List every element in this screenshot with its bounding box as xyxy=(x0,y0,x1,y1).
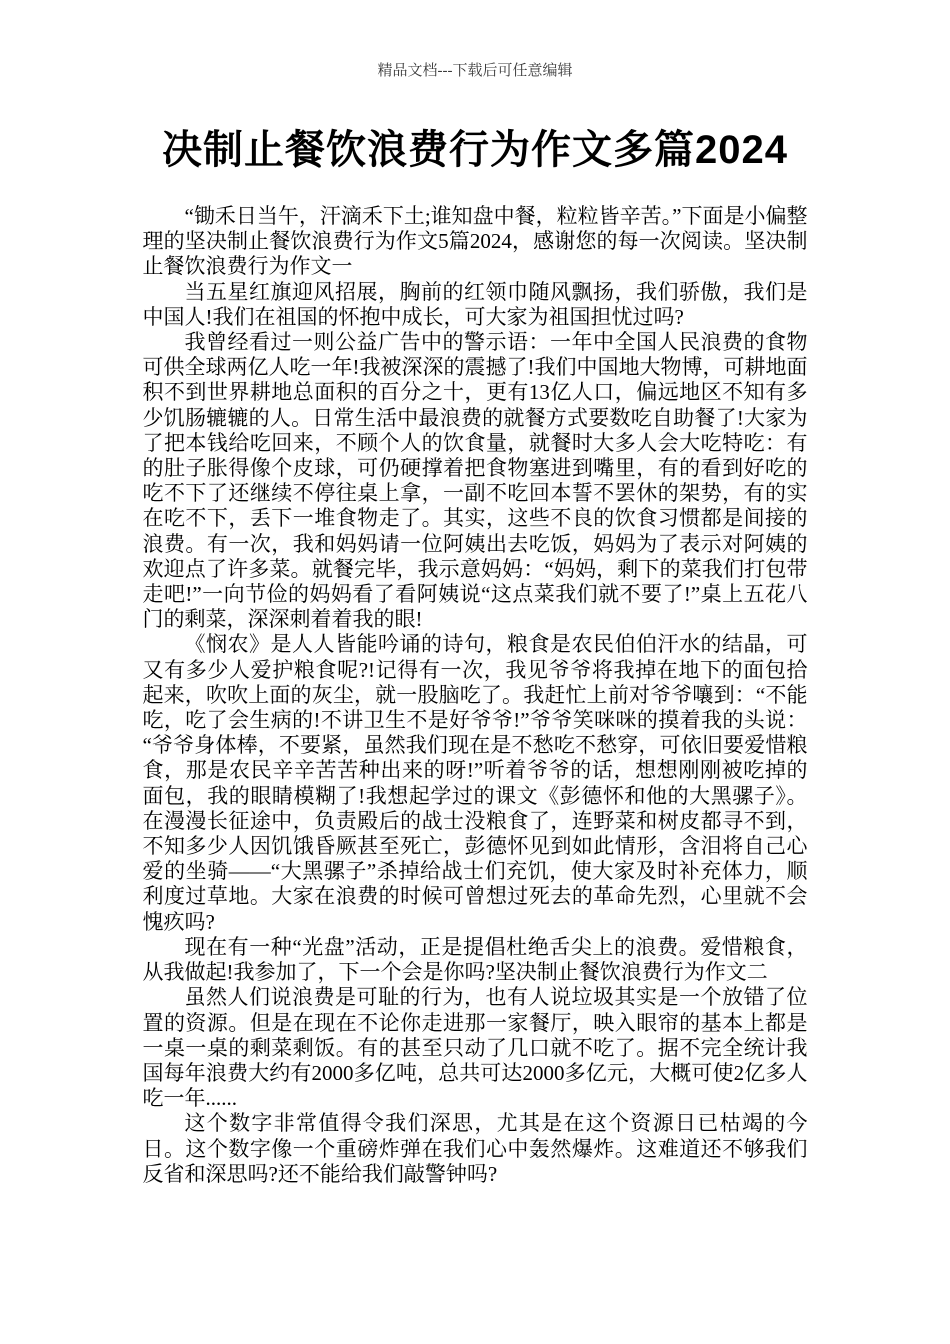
body-paragraph: 这个数字非常值得令我们深思，尤其是在这个资源日已枯竭的今日。这个数字像一个重磅炸弹在我们心中轰然爆炸。这难道还不够我们反省和深思吗?还不能给我们敲警钟吗? xyxy=(142,1111,808,1186)
body-paragraph: “锄禾日当午，汗滴禾下土;谁知盘中餐，粒粒皆辛苦。”下面是小偏整理的坚决制止餐饮浪费行为作文5篇2024，感谢您的每一次阅读。坚决制止餐饮浪费行为作文一 xyxy=(142,204,808,279)
body-paragraph: 虽然人们说浪费是可耻的行为，也有人说垃圾其实是一个放错了位置的资源。但是在现在不论你走进那一家餐厅，映入眼帘的基本上都是一桌一桌的剩菜剩饭。有的甚至只动了几口就不吃了。据不完全统计我国每年浪费大约有2000多亿吨，总共可达2000多亿元，大概可使2亿多人吃一年...... xyxy=(142,985,808,1111)
body-paragraph: 《悯农》是人人皆能吟诵的诗句，粮食是农民伯伯汗水的结晶，可又有多少人爱护粮食呢?!记得有一次，我见爷爷将我掉在地下的面包拾起来，吹吹上面的灰尘，就一股脑吃了。我赶忙上前对爷爷嚷到：“不能吃，吃了会生病的!不讲卫生不是好爷爷!”爷爷笑咪咪的摸着我的头说：“爷爷身体棒，不要紧，虽然我们现在是不愁吃不愁穿，可依旧要爱惜粮食，那是农民辛辛苦苦种出来的呀!”听着爷爷的话，想想刚刚被吃掉的面包，我的眼睛模糊了!我想起学过的课文《彭德怀和他的大黑骡子》。在漫漫长征途中，负责殿后的战士没粮食了，连野菜和树皮都寻不到，不知多少人因饥饿昏厥甚至死亡，彭德怀见到如此情形，含泪将自己心爱的坐骑——“大黑骡子”杀掉给战士们充饥，使大家及时补充体力，顺利度过草地。大家在浪费的时候可曾想过死去的革命先烈，心里就不会愧疚吗? xyxy=(142,632,808,934)
body-paragraph: 当五星红旗迎风招展，胸前的红领巾随风飘扬，我们骄傲，我们是中国人!我们在祖国的怀抱中成长，可大家为祖国担忧过吗? xyxy=(142,279,808,329)
document-title: 决制止餐饮浪费行为作文多篇2024 xyxy=(162,128,788,172)
document-body xyxy=(143,204,808,1187)
body-paragraph: 现在有一种“光盘”活动，正是提倡杜绝舌尖上的浪费。爱惜粮食，从我做起!我参加了，下一个会是你吗?坚决制止餐饮浪费行为作文二 xyxy=(142,934,808,985)
body-paragraph: 我曾经看过一则公益广告中的警示语：一年中全国人民浪费的食物可供全球两亿人吃一年!我被深深的震撼了!我们中国地大物博，可耕地面积不到世界耕地总面积的百分之十，更有13亿人口，偏远地区不知有多少饥肠辘辘的人。日常生活中最浪费的就餐方式要数吃自助餐了!大家为了把本钱给吃回来，不顾个人的饮食量，就餐时大多人会大吃特吃：有的肚子胀得像个皮球，可仍硬撑着把食物塞进到嘴里，有的看到好吃的吃不下了还继续不停往桌上拿，一副不吃回本誓不罢休的架势，有的实在吃不下，丢下一堆食物走了。其实，这些不良的饮食习惯都是间接的浪费。有一次，我和妈妈请一位阿姨出去吃饭，妈妈为了表示对阿姨的欢迎点了许多菜。就餐完毕，我示意妈妈：“妈妈，剩下的菜我们打包带走吧!”一向节俭的妈妈看了看阿姨说“这点菜我们就不要了!”桌上五花八门的剩菜，深深刺着着我的眼! xyxy=(142,330,808,632)
watermark-header: 精品文档---下载后可任意编辑 xyxy=(377,63,573,79)
